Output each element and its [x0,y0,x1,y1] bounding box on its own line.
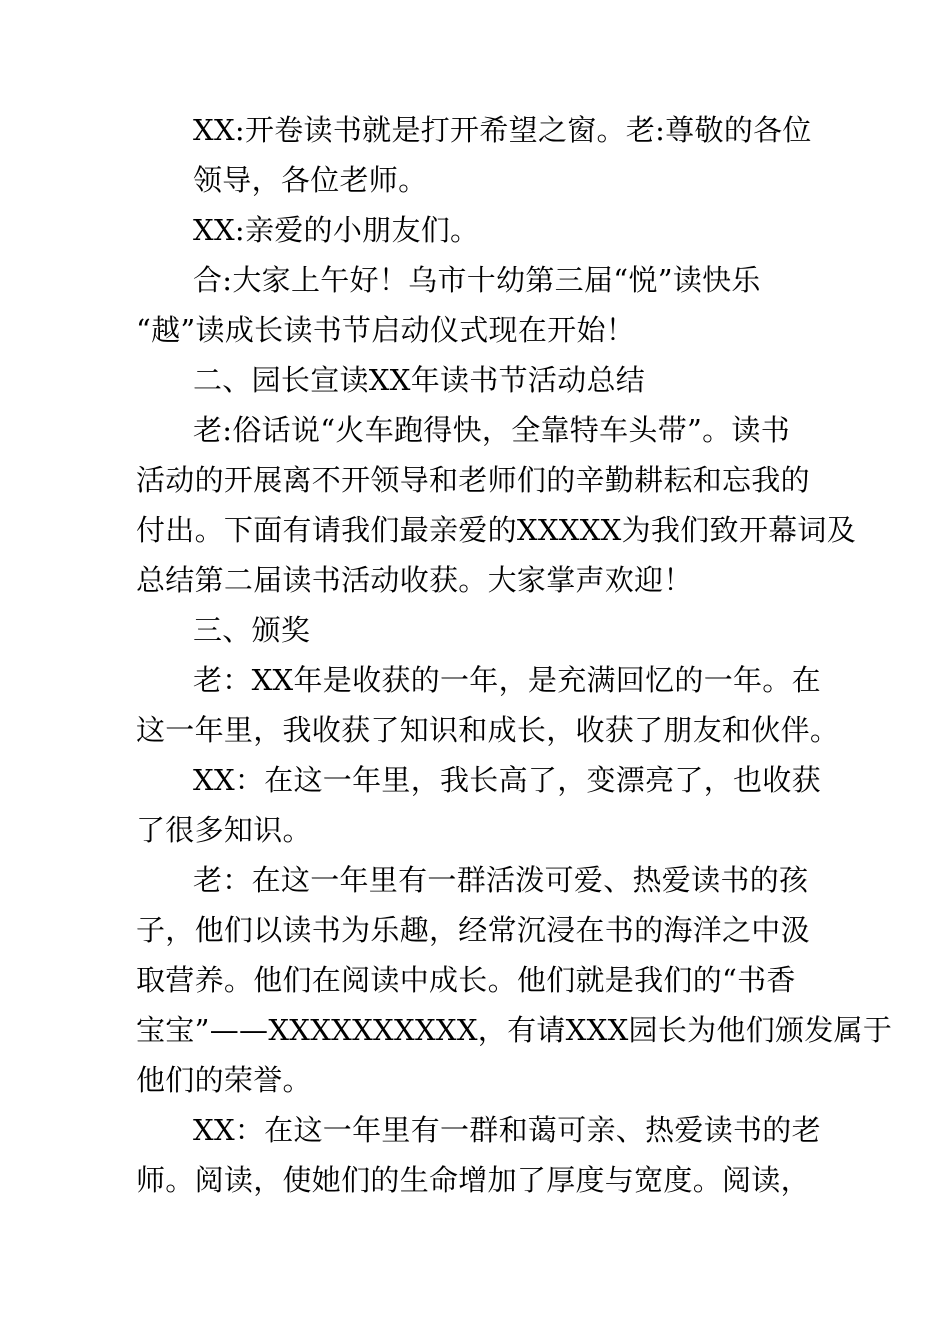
text-line: XX:亲爱的小朋友们。 [193,213,480,247]
text-line: XX:开卷读书就是打开希望之窗。老:尊敬的各位 [193,113,812,147]
text-line: 领导，各位老师。 [193,163,428,197]
text-line: 老:俗话说“火车跑得快，全靠特车头带”。读书 [193,413,791,447]
text-line: “越”读成长读书节启动仪式现在开始！ [136,313,636,347]
text-line: 取营养。他们在阅读中成长。他们就是我们的“书香 [136,963,796,997]
text-line: XX：在这一年里，我长高了，变漂亮了，也收获 [193,763,821,797]
text-line: 宝宝”——XXXXXXXXXX，有请XXX园长为他们颁发属于 [136,1013,893,1047]
text-line: 老：在这一年里有一群活泼可爱、热爱读书的孩 [193,863,809,897]
text-line: 活动的开展离不开领导和老师们的辛勤耕耘和忘我的 [136,463,810,497]
text-line: 总结第二届读书活动收获。大家掌声欢迎！ [136,563,693,597]
text-line: XX：在这一年里有一群和蔼可亲、热爱读书的老 [193,1113,821,1147]
text-line: 他们的荣誉。 [136,1063,312,1097]
text-line: 老：XX年是收获的一年，是充满回忆的一年。在 [193,663,821,697]
text-line: 子，他们以读书为乐趣，经常沉浸在书的海洋之中汲 [136,913,810,947]
section-heading: 三、颁奖 [193,613,311,647]
text-line: 合:大家上午好！乌市十幼第三届“悦”读快乐 [193,263,761,297]
text-line: 付出。下面有请我们最亲爱的XXXXX为我们致开幕词及 [136,513,857,547]
text-line: 这一年里，我收获了知识和成长，收获了朋友和伙伴。 [136,713,840,747]
text-line: 师。阅读，使她们的生命增加了厚度与宽度。阅读， [136,1163,810,1197]
text-line: 了很多知识。 [136,813,312,847]
section-heading: 二、园长宣读XX年读书节活动总结 [193,363,646,397]
